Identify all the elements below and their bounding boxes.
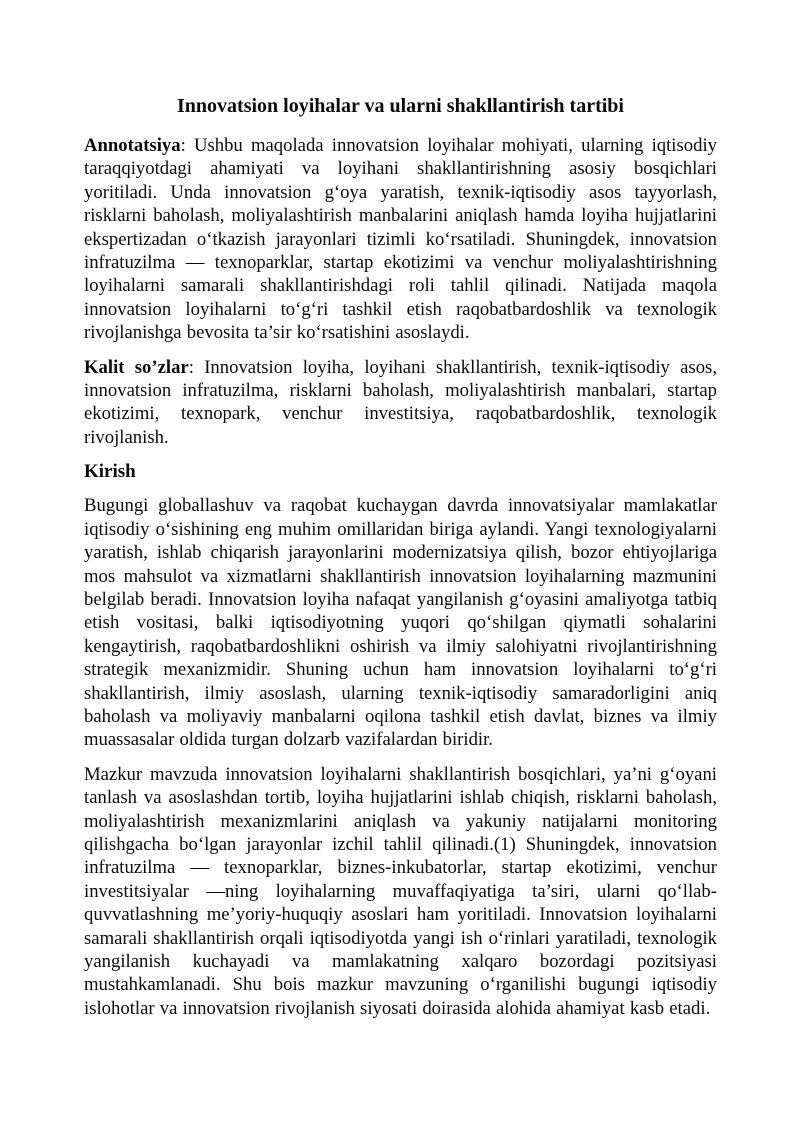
keywords-text: Innovatsion loyiha, loyihani shakllantirish, texnik-iqtisodiy asos, innovatsion infratuzilma, risklarni baholash, moliyalashtirish manbalari, startap ekotizimi, texnopark, venchur investitsiya, raqobatbardoshlik, texnologik rivojlanish. [84, 356, 717, 448]
abstract-text: Ushbu maqolada innovatsion loyihalar mohiyati, ularning iqtisodiy taraqqiyotdagi ahamiyati va loyihani shakllantirishning asosiy bosqichlari yoritiladi. Unda innovatsion g‘oya yaratish, texnik-iqtisodiy asos tayyorlash, risklarni baholash, moliyalashtirish manbalarini aniqlash hamda loyiha hujjatlarini ekspertizadan o‘tkazish jarayonlari tizimli ko‘rsatiladi. Shuningdek, innovatsion infratuzilma — texnoparklar, startap ekotizimi va venchur moliyalashtirishning loyihalarni samarali shakllantirishdagi roli tahlil qilinadi. Natijada maqola innovatsion loyihalarni to‘g‘ri tashkil etish raqobatbardoshlik va texnologik rivojlanishga bevosita ta’sir ko‘rsatishini asoslaydi. [84, 135, 717, 344]
keywords-separator: : [188, 356, 205, 378]
abstract-label: Annotatsiya [84, 135, 181, 156]
body-paragraph-2: Mazkur mavzuda innovatsion loyihalarni shakllantirish bosqichlari, ya’ni g‘oyani tanlash va asoslashdan tortib, loyiha hujjatlarini ishlab chiqish, risklarni baholash, moliyalashtirish mexanizmlarini aniqlash va yakuniy natijalarni monitoring qilishgacha bo‘lgan jarayonlar izchil tahlil qilinadi.(1) Shuningdek, innovatsion infratuzilma — texnoparklar, biznes-inkubatorlar, startap ekotizimi, venchur investitsiyalar —ning loyihalarning muvaffaqiyatiga ta’siri, ularni qo‘llab-quvvatlashning me’yoriy-huquqiy asoslari ham yoritiladi. Innovatsion loyihalarni samarali shakllantirish orqali iqtisodiyotda yangi ish o‘rinlari yaratiladi, texnologik yangilanish kuchayadi va mamlakatning xalqaro bozordagi pozitsiyasi mustahkamlanadi. Shu bois mazkur mavzuning o‘rganilishi bugungi iqtisodiy islohotlar va innovatsion rivojlanish siyosati doirasida alohida ahamiyat kasb etadi. [84, 763, 717, 1019]
abstract-paragraph [84, 134, 717, 345]
article-title: Innovatsion loyihalar va ularni shakllantirish tartibi [177, 95, 624, 117]
body-paragraph-1: Bugungi globallashuv va raqobat kuchaygan davrda innovatsiyalar mamlakatlar iqtisodiy o‘sishining eng muhim omillaridan biriga aylandi. Yangi texnologiyalarni yaratish, ishlab chiqarish jarayonlarini modernizatsiya qilish, bozor ehtiyojlariga mos mahsulot va xizmatlarni shakllantirish innovatsion loyihalarning mazmunini belgilab beradi. Innovatsion loyiha nafaqat yangilanish g‘oyasini amaliyotga tatbiq etish vositasi, balki iqtisodiyotning yuqori qo‘shilgan qiymatli sohalarini kengaytirish, raqobatbardoshlikni oshirish va ilmiy salohiyatni rivojlantirishning strategik mexanizmidir. Shuning uchun ham innovatsion loyihalarni to‘g‘ri shakllantirish, ilmiy asoslash, ularning texnik-iqtisodiy samaradorligini aniq baholash va moliyaviy manbalarni oqilona tashkil etish davlat, biznes va ilmiy muassasalar oldida turgan dolzarb vazifalardan biridir. [84, 495, 717, 751]
section-heading-kirish: Kirish [84, 461, 136, 483]
keywords-paragraph [84, 356, 717, 450]
keywords-label: Kalit so’zlar [84, 356, 189, 378]
abstract-separator: : [180, 135, 194, 156]
